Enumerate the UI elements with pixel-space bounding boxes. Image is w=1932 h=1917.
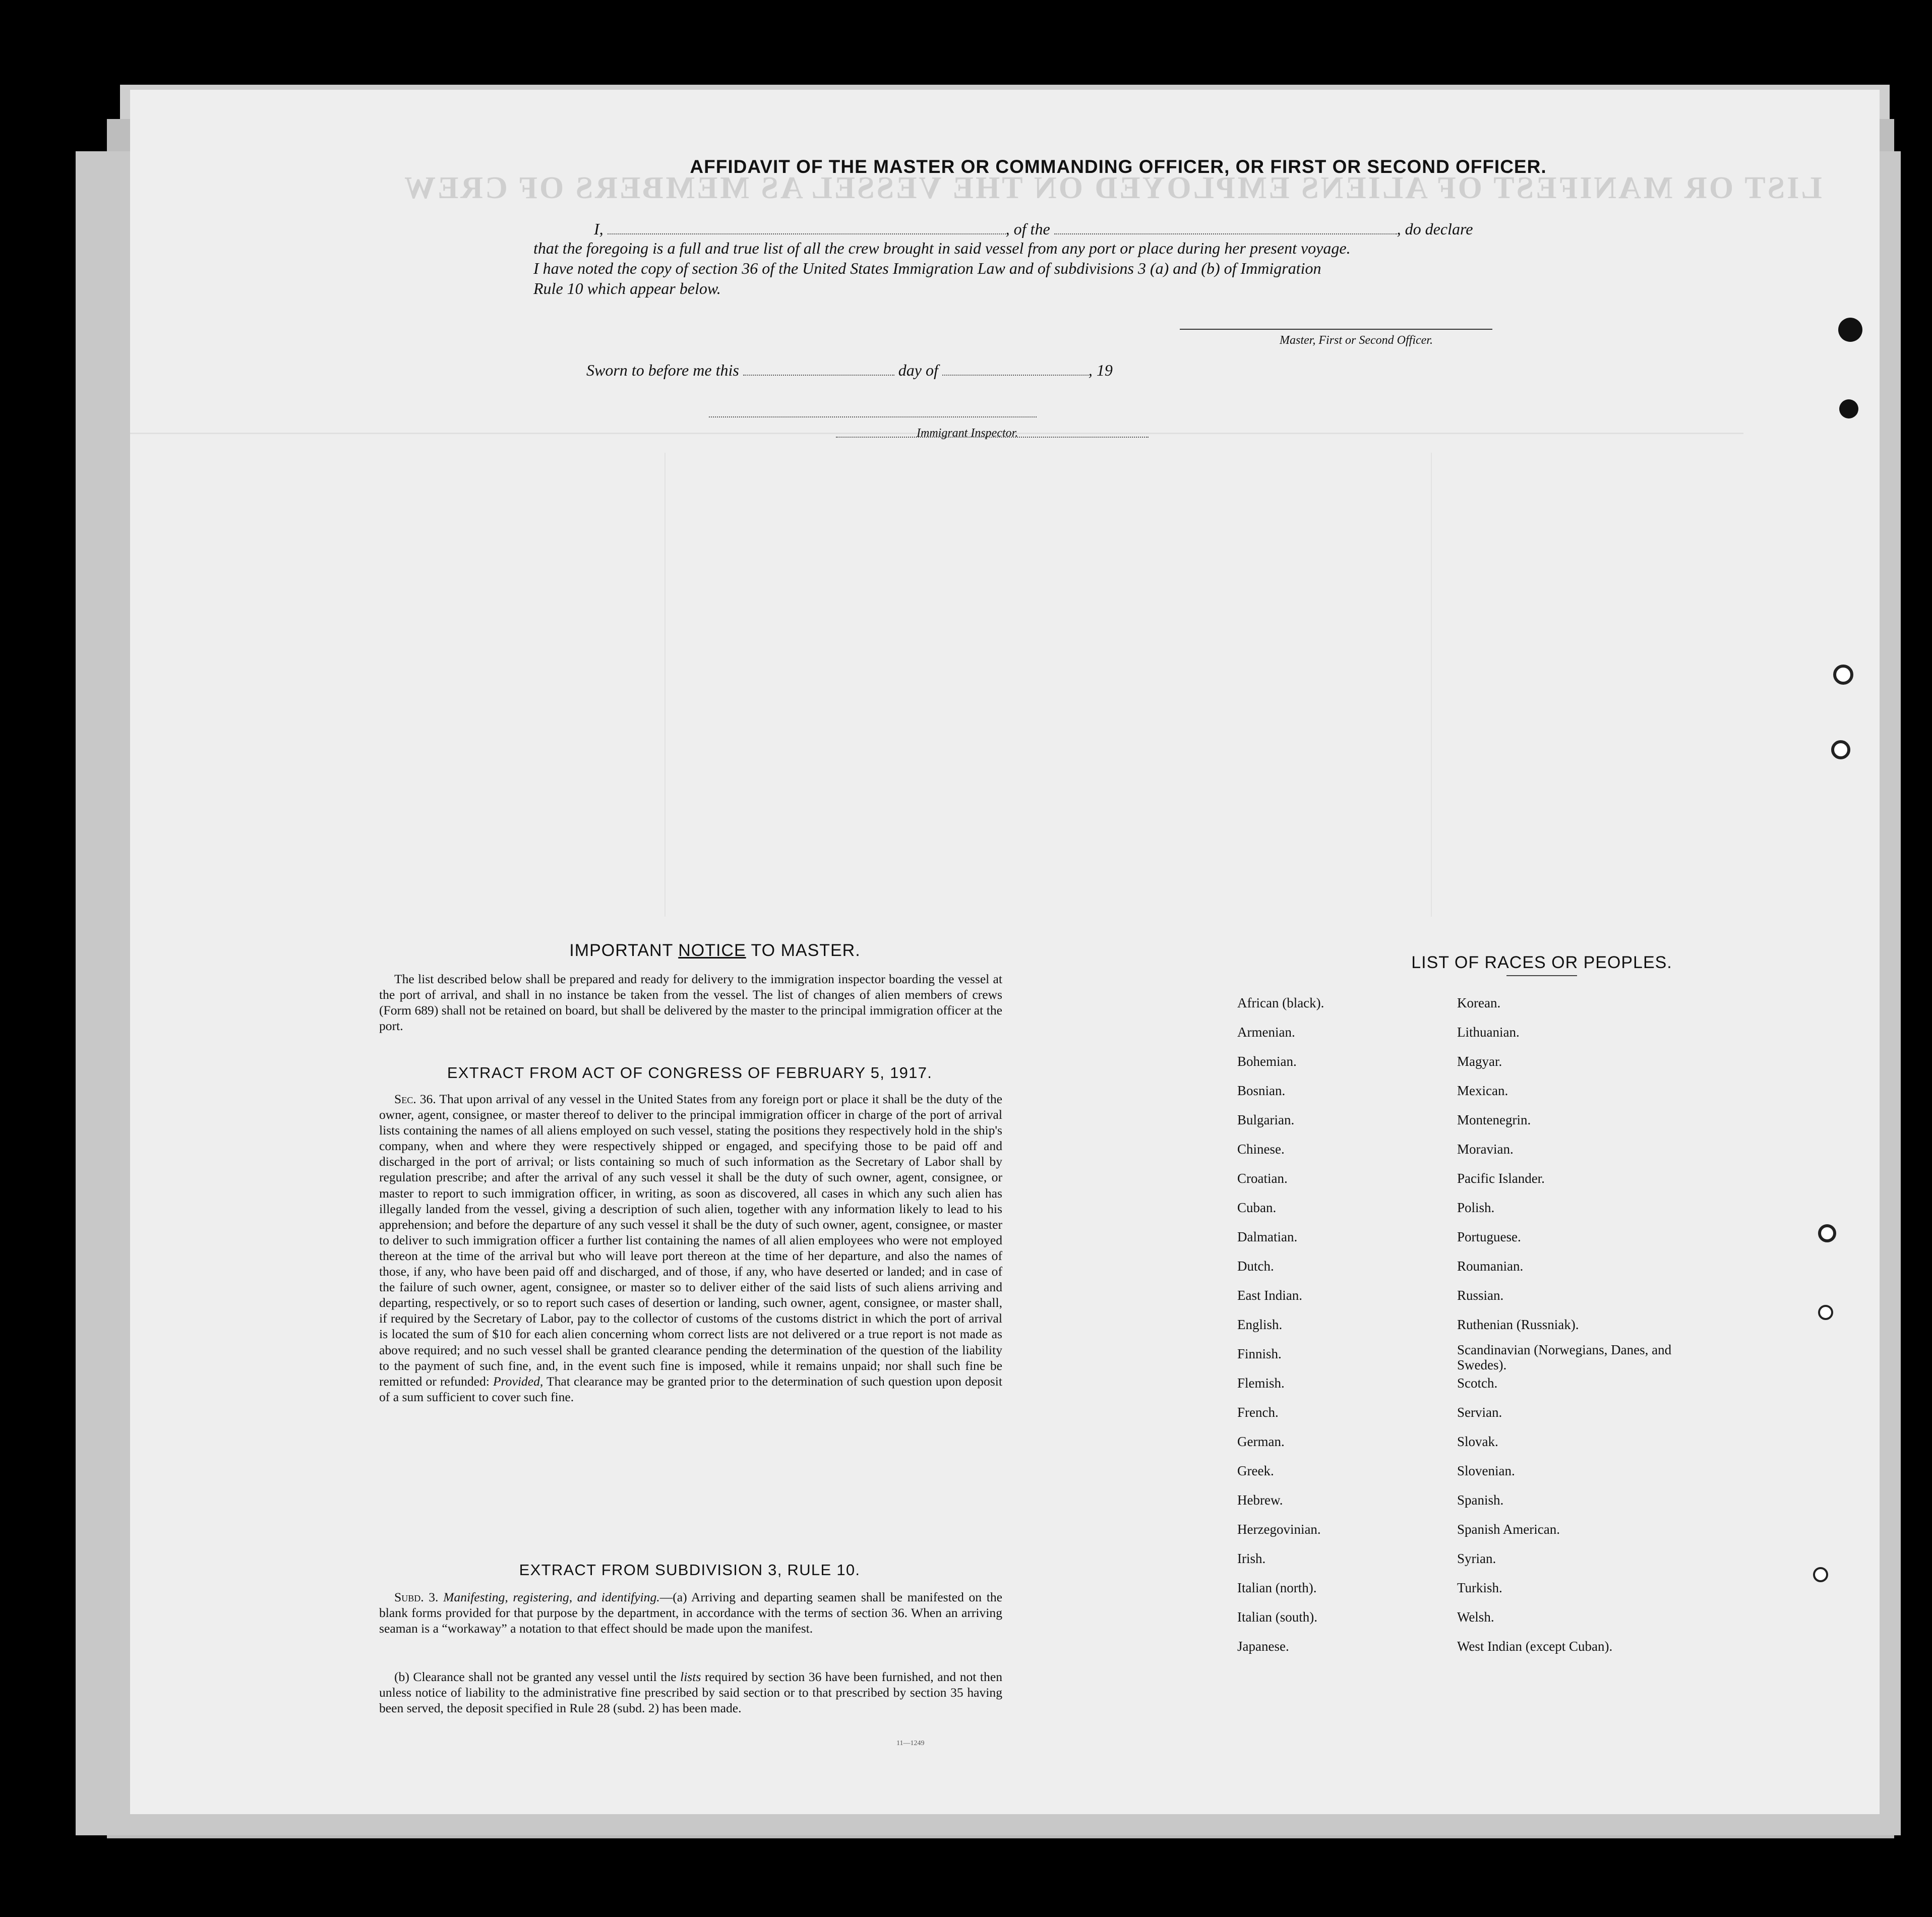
race-item: East Indian. (1237, 1288, 1302, 1303)
binder-hole-4 (1831, 740, 1850, 759)
sworn-line (586, 361, 1113, 380)
inspector-caption: Immigrant Inspector. (917, 427, 1018, 440)
affidavit-of-the: , of the (1005, 220, 1050, 238)
rule-extract-part-b (379, 1669, 1002, 1716)
subd-title: Manifesting, registering, and identifying. (443, 1590, 660, 1604)
vessel-blank[interactable] (1054, 233, 1397, 234)
act-extract-body (379, 1091, 1002, 1405)
name-blank[interactable] (608, 233, 1006, 234)
race-item: Roumanian. (1457, 1259, 1524, 1274)
race-item: Croatian. (1237, 1171, 1288, 1186)
race-item: Bulgarian. (1237, 1112, 1295, 1127)
race-item: Spanish American. (1457, 1522, 1560, 1537)
race-item: Slovak. (1457, 1434, 1498, 1449)
part-b-label: (b) (394, 1669, 409, 1684)
faint-vertical-rule-2 (1431, 453, 1432, 917)
race-item: Portuguese. (1457, 1229, 1521, 1244)
notice-title (402, 941, 1028, 961)
binder-hole-top (1838, 318, 1862, 342)
affidavit-title: AFFIDAVIT OF THE MASTER OR COMMANDING OFFICER, OR FIRST OR SECOND OFFICER. (690, 156, 1547, 177)
master-caption: Master, First or Second Officer. (1280, 334, 1433, 347)
sworn-year: , 19 (1088, 361, 1113, 379)
race-item: Welsh. (1457, 1609, 1494, 1625)
faint-vertical-rule (665, 453, 666, 917)
part-a-label: —(a) (659, 1590, 687, 1604)
race-item: Italian (north). (1237, 1580, 1317, 1595)
race-item: Greek. (1237, 1463, 1274, 1478)
race-item: Pacific Islander. (1457, 1171, 1545, 1186)
race-item: English. (1237, 1317, 1283, 1332)
binder-hole-6 (1818, 1305, 1833, 1320)
race-item: Dutch. (1237, 1259, 1274, 1274)
notice-title-pre: IMPORTANT (569, 941, 673, 960)
affidavit-i: I, (594, 220, 603, 238)
sec-36-text-end: That clearance may be granted prior to the determination of such question upon deposit of a sum sufficient to cover such fine. (379, 1373, 1002, 1404)
race-item: Irish. (1237, 1551, 1266, 1566)
race-item: Finnish. (1237, 1346, 1282, 1361)
sworn-day-blank[interactable] (743, 375, 894, 376)
race-item: German. (1237, 1434, 1285, 1449)
form-sheet (130, 90, 1880, 1814)
race-item: Ruthenian (Russniak). (1457, 1317, 1579, 1332)
races-title: LIST OF RACES OR PEOPLES. (1411, 953, 1672, 972)
race-item: Italian (south). (1237, 1609, 1317, 1625)
race-item: Montenegrin. (1457, 1112, 1531, 1127)
race-item: Spanish. (1457, 1492, 1504, 1508)
inspector-signature-line[interactable] (709, 416, 1037, 417)
notice-title-post: TO MASTER. (751, 941, 861, 960)
sec-36-text: That upon arrival of any vessel in the United States from any foreign port or place it shall be the duty of the owner, agent, consignee, or master thereof to deliver to the principal immigration officer in charge of the port of arrival lists containing the names of all aliens employed on such vessel, stating the positions they respectively hold in the ship's company, when and where they were respectively shipped or engaged, and specifying those to be paid off and discharged in the port of arrival; or lists containing so much of such information as the Secretary of Labor shall by regulation prescribe; and after the arrival of any such vessel it shall be the duty of such owner, agent, consignee, or master to report to such immigration officer, in writing, as soon as discovered, all cases in which any such alien has illegally landed from the vessel, giving a description of such alien, together with any information likely to lead to his apprehension; and before the departure of any such vessel it shall be the duty of such owner, agent, consignee, or master to deliver to such immigration officer a further list containing the names of all alien employees who were not employed thereon at the time of the arrival but who will leave port thereon at the time of her departure, and also the names of those, if any, who have been paid off and discharged, and of those, if any, who have deserted or landed; and in case of the failure of such owner, agent, consignee, or master so to deliver either of the said lists of such aliens arriving and departing, respectively, or so to report such cases of desertion or landing, such owner, agent, consignee, or master shall, if required by the Secretary of Labor, pay to the collector of customs of the customs district in which the port of arrival is located the sum of $10 for each alien concerning whom correct lists are not delivered or a true report is not made as above required; and no such vessel shall be granted clearance pending the determination of the question of the liability to the payment of such fine, and, in the event such fine is imposed, while it remains unpaid; nor shall such fine be remitted or refunded: (379, 1092, 1002, 1389)
race-item: Syrian. (1457, 1551, 1496, 1566)
form-number: 11—1249 (896, 1740, 925, 1747)
master-signature-line[interactable] (1180, 329, 1492, 330)
part-a-text: Arriving and departing seamen shall be manifested on the blank forms provided for that purpose by the department, in accordance with the terms of section 36. When an arriving seaman is a “workaway” a notation to that effect should be made upon the manifest. (379, 1590, 1002, 1636)
race-item: Chinese. (1237, 1142, 1285, 1157)
race-item: Dalmatian. (1237, 1229, 1298, 1244)
affidavit-line-3: I have noted the copy of section 36 of the United States Immigration Law and of subdivisions 3 (a) and (b) of Immigration (533, 259, 1321, 277)
subd-label: Subd. 3. (394, 1590, 439, 1604)
race-item: Lithuanian. (1457, 1025, 1520, 1040)
race-item: Armenian. (1237, 1025, 1295, 1040)
race-item: Scotch. (1457, 1375, 1498, 1391)
binder-hole-3 (1833, 665, 1853, 685)
race-item: Russian. (1457, 1288, 1504, 1303)
race-item: Japanese. (1237, 1639, 1289, 1654)
sec-36-label: Sec. 36. (394, 1092, 436, 1106)
bleed-through-heading: LIST OR MANIFEST OF ALIENS EMPLOYED ON THE VESSEL AS MEMBERS OF CREW (402, 171, 1822, 205)
race-item: Korean. (1457, 995, 1501, 1010)
binder-hole-7 (1813, 1567, 1828, 1582)
part-b-text-2: required by section 36 have been furnished, and not then unless notice of liability to the administrative fine prescribed by said section or to that prescribed by section 35 having been served, the deposit specified in Rule 28 (subd. 2) has been made. (379, 1669, 1002, 1716)
race-item: Mexican. (1457, 1083, 1508, 1098)
binder-hole-2 (1839, 399, 1858, 418)
sworn-day-of: day of (898, 361, 938, 379)
race-item: Flemish. (1237, 1375, 1285, 1391)
affidavit-line-2: that the foregoing is a full and true list of all the crew brought in said vessel from any port or place during her present voyage. (533, 239, 1351, 257)
notice-body: The list described below shall be prepared and ready for delivery to the immigration inspector boarding the vessel at the port of arrival, and shall in no instance be taken from the vessel. The list of changes of alien members of crews (Form 689) shall not be retained on board, but shall be delivered by the master to the principal immigration officer at the port. (379, 972, 1002, 1034)
race-item: West Indian (except Cuban). (1457, 1639, 1613, 1654)
race-item: Polish. (1457, 1200, 1495, 1215)
race-item: African (black). (1237, 995, 1324, 1010)
notice-title-underlined: NOTICE (678, 941, 746, 960)
race-item: Cuban. (1237, 1200, 1277, 1215)
race-item: Scandinavian (Norwegians, Danes, and Swedes). (1457, 1342, 1672, 1372)
race-item: Bosnian. (1237, 1083, 1286, 1098)
part-b-lists: lists (680, 1669, 701, 1684)
races-title-rule (1506, 975, 1577, 976)
binder-hole-5 (1818, 1224, 1836, 1242)
race-item: Servian. (1457, 1405, 1502, 1420)
affidavit-line-1 (594, 220, 1473, 238)
race-item: French. (1237, 1405, 1279, 1420)
race-item: Slovenian. (1457, 1463, 1515, 1478)
rule-extract-part-a (379, 1589, 1002, 1636)
race-item: Magyar. (1457, 1054, 1502, 1069)
act-extract-title: EXTRACT FROM ACT OF CONGRESS OF FEBRUARY 5, 1917. (447, 1064, 933, 1082)
race-item: Herzegovinian. (1237, 1522, 1321, 1537)
sec-36-provided: Provided, (493, 1373, 544, 1389)
race-item: Moravian. (1457, 1142, 1514, 1157)
race-item: Hebrew. (1237, 1492, 1283, 1508)
race-item: Turkish. (1457, 1580, 1502, 1595)
race-item: Bohemian. (1237, 1054, 1297, 1069)
rule-extract-title: EXTRACT FROM SUBDIVISION 3, RULE 10. (519, 1561, 861, 1579)
affidavit-do-declare: , do declare (1397, 220, 1473, 238)
sworn-month-blank[interactable] (942, 375, 1089, 376)
sworn-text: Sworn to before me this (586, 361, 739, 379)
affidavit-line-4: Rule 10 which appear below. (533, 279, 721, 297)
part-b-text-1: Clearance shall not be granted any vessel until the (413, 1669, 677, 1684)
